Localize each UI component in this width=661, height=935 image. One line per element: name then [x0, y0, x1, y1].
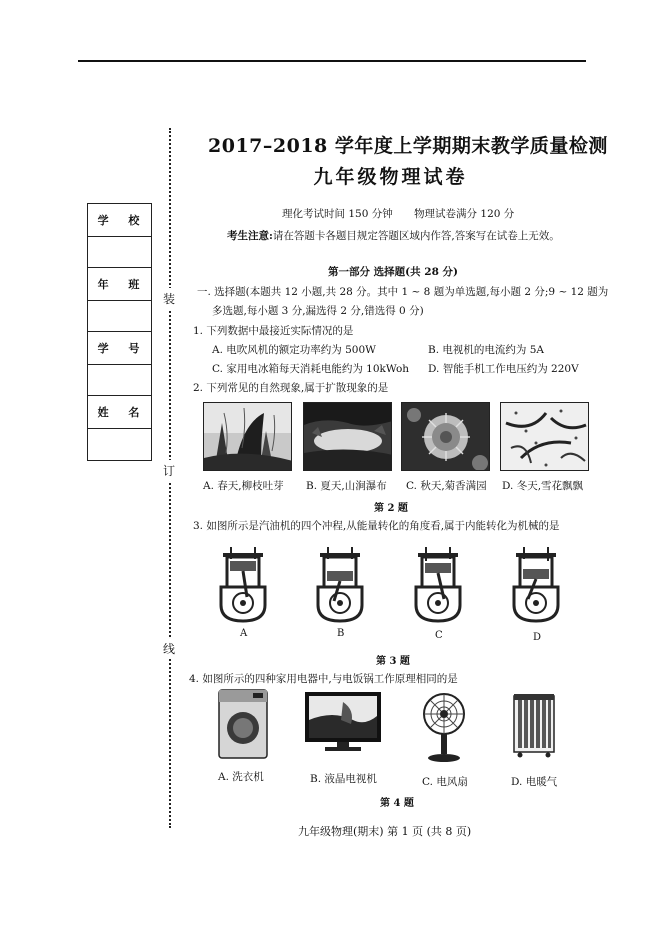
q2-photo-chrysanthemum	[401, 402, 490, 471]
q2-option-c: C. 秋天,菊香满园	[406, 480, 487, 492]
exam-subtitle: 九年级物理试卷	[313, 166, 468, 188]
school-field[interactable]	[88, 237, 151, 268]
student-info-table	[87, 203, 152, 461]
q1-option-c: C. 家用电冰箱每天消耗电能约为 10kWoh	[212, 363, 410, 375]
q4-lcd-tv	[303, 690, 383, 754]
q3-figure-label: 第 3 题	[376, 656, 410, 667]
q2-option-d: D. 冬天,雪花飘飘	[502, 480, 584, 492]
q4-stem: 4. 如图所示的四种家用电器中,与电饭锅工作原理相同的是	[189, 673, 458, 685]
q4-figure-label: 第 4 题	[380, 798, 414, 809]
q2-photo-waterfall	[303, 402, 392, 471]
class-field[interactable]	[88, 301, 151, 332]
q4-electric-heater	[512, 692, 556, 758]
q3-engine-a	[217, 545, 269, 623]
student-id-label: 学 号	[88, 332, 151, 365]
top-rule	[78, 60, 586, 62]
q3-engine-d	[510, 545, 562, 623]
q4-option-c: C. 电风扇	[422, 776, 468, 788]
q2-stem: 2. 下列常见的自然现象,属于扩散现象的是	[193, 382, 389, 394]
q1-option-b: B. 电视机的电流约为 5A	[428, 344, 544, 356]
q3-engine-b	[314, 545, 366, 623]
q3-option-b: B	[337, 628, 345, 639]
q4-electric-fan	[420, 692, 468, 764]
q2-photo-willow	[203, 402, 292, 471]
margin-char-zhuang: 装	[163, 288, 175, 309]
section-instructions-1: 一. 选择题(本题共 12 小题,共 28 分。其中 1 ~ 8 题为单选题,每小题 2 分;9 ~ 12 题为	[197, 286, 609, 298]
margin-char-xian: 线	[163, 638, 175, 659]
exam-time: 理化考试时间 150 分钟	[282, 208, 393, 220]
exam-notice	[227, 228, 560, 243]
q1-stem: 1. 下列数据中最接近实际情况的是	[193, 325, 354, 337]
q3-option-c: C	[435, 630, 443, 641]
section-instructions-2: 多选题,每小题 3 分,漏选得 2 分,错选得 0 分)	[212, 305, 424, 317]
q1-option-a: A. 电吹风机的额定功率约为 500W	[212, 344, 376, 356]
q2-option-a: A. 春天,柳枝吐芽	[203, 480, 284, 492]
q3-option-d: D	[533, 632, 542, 643]
q4-option-a: A. 洗衣机	[218, 771, 264, 783]
exam-title: 2017–2018 学年度上学期期末教学质量检测	[208, 135, 608, 157]
q3-engine-c	[412, 545, 464, 623]
student-id-field[interactable]	[88, 365, 151, 396]
exam-info	[282, 206, 532, 221]
q2-option-b: B. 夏天,山涧瀑布	[306, 480, 387, 492]
notice-label: 考生注意:	[227, 230, 273, 242]
name-label: 姓 名	[88, 396, 151, 429]
q2-figure-label: 第 2 题	[374, 503, 408, 514]
section-title: 第一部分 选择题(共 28 分)	[328, 266, 459, 278]
full-score: 物理试卷满分 120 分	[414, 208, 515, 220]
q3-option-a: A	[240, 628, 248, 639]
q4-washing-machine	[215, 688, 271, 760]
margin-char-ding: 订	[163, 460, 175, 481]
page-footer: 九年级物理(期末) 第 1 页 (共 8 页)	[298, 825, 472, 838]
class-label: 年 班	[88, 268, 151, 301]
name-field[interactable]	[88, 429, 151, 460]
school-label: 学 校	[88, 204, 151, 237]
q4-option-d: D. 电暖气	[511, 776, 558, 788]
notice-text: 请在答题卡各题目规定答题区域内作答,答案写在试卷上无效。	[272, 230, 560, 242]
q4-option-b: B. 液晶电视机	[310, 773, 377, 785]
q2-photo-snow	[500, 402, 589, 471]
q1-option-d: D. 智能手机工作电压约为 220V	[428, 363, 579, 375]
q3-stem: 3. 如图所示是汽油机的四个冲程,从能量转化的角度看,属于内能转化为机械的是	[193, 520, 560, 532]
